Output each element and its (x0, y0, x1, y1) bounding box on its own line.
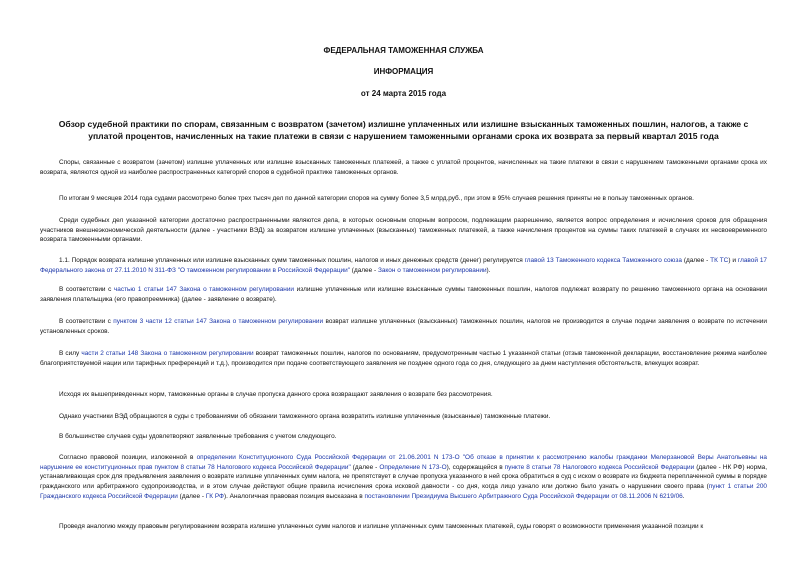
paragraph-4-text: ) и (728, 257, 738, 264)
link-article-148-part-2[interactable]: части 2 статьи 148 Закона о таможенном регулировании (81, 350, 254, 357)
paragraph-9 (40, 412, 767, 422)
paragraph-1 (40, 158, 767, 177)
paragraph-2-text: По итогам 9 месяцев 2014 года судами рассмотрено более трех тысяч дел по данной категории споров на сумму более 3,5 млрд.руб., при этом в 95% случаев решения приняты не в пользу таможенных органов. (59, 195, 694, 202)
paragraph-9-text: Однако участники ВЭД обращаются в суды с требованиями об обязании таможенного органа возвратить излишне уплаченные (взысканные) таможенные платежи. (59, 413, 551, 420)
link-customs-law[interactable]: Закон о таможенном регулировании (377, 266, 487, 274)
document-type-heading: ИНФОРМАЦИЯ (373, 67, 434, 76)
paragraph-6-text: возврат излишне уплаченных (взысканных) таможенных пошлин, налогов не производится в случае подачи заявления о возврате по истечении установленных сроков. (40, 318, 767, 335)
document-date: от 24 марта 2015 года (360, 89, 447, 98)
paragraph-11-text: (далее - (350, 463, 380, 471)
link-tk-ts-chapter-13[interactable]: главой 13 Таможенного кодекса Таможенного союза (524, 257, 682, 264)
paragraph-11-text: . (682, 492, 685, 500)
paragraph-1-text: Споры, связанные с возвратом (зачетом) излишне уплаченных или излишне взысканных таможенных платежей, а также с уплатой процентов, начисленных на такие платежи в связи с нарушением таможенными органами срока их возврата, являются одной из наиболее распространенных категорий споров в судебной практике таможенных органов. (40, 159, 767, 176)
paragraph-4-text: (далее - (681, 257, 711, 264)
title-line-2: уплатой процентов, начисленных на такие платежи в связи с нарушением таможенными органами срока их возврата за первый квартал 2015 года (88, 131, 719, 141)
link-tax-code-article-78[interactable]: пункте 8 статьи 78 Налогового кодекса Российской Федерации (504, 463, 695, 471)
paragraph-11 (40, 453, 767, 502)
link-supreme-arbitration-ruling[interactable]: постановлении Президиума Высшего Арбитражного Суда Российской Федерации от 08.11.2006 N 6219/06 (364, 492, 683, 500)
link-civil-code[interactable]: ГК РФ (205, 492, 224, 500)
paragraph-10 (40, 432, 767, 442)
link-ruling-173-o[interactable]: Определение N 173-О (379, 463, 447, 471)
paragraph-3-text: Среди судебных дел указанной категории достаточно распространенными являются дела, в которых основным спорным вопросом, подлежащим разрешению, является вопрос определения и исчисления сроков для обращения участников внешнеэкономической деятельности (далее - участники ВЭД) за возвратом излишне уплаченных (взысканных) таможенных платежей, а также начисления процентов на суммы таких платежей в случаях их несвоевременного возврата таможенными органами. (40, 217, 767, 244)
paragraph-6-text: В соответствии с (59, 318, 114, 325)
agency-heading: ФЕДЕРАЛЬНАЯ ТАМОЖЕННАЯ СЛУЖБА (323, 46, 484, 55)
paragraph-4-text: ). (486, 266, 491, 274)
paragraph-3 (40, 216, 767, 245)
paragraph-5-text: излишне уплаченные или излишне взысканные суммы таможенных пошлин, налогов подлежат возврату по решению таможенного органа на основании заявления плательщика (его правопреемника) (далее - заявление о возврате). (40, 286, 767, 303)
paragraph-11-text: (далее - НК РФ) норма, устанавливающая срок для предъявления заявления о возврате излишне уплаченных сумм налога, не препятствует в случае пропуска указанного в ней срока обратиться в суд с иском о возврате из бюджета переплаченной суммы в порядке гражданского или арбитражного судопроизводства, и в этом случае действуют общие правила исчисления срока исковой давности - со дня, когда лицо узнало или должно было узнать о нарушении своего права ( (40, 463, 768, 491)
paragraph-4 (40, 256, 767, 275)
paragraph-12 (40, 522, 767, 532)
link-civil-code-article-200[interactable]: пункт 1 статьи 200 Гражданского кодекса Российской Федерации (40, 483, 767, 500)
paragraph-7-text: возврат таможенных пошлин, налогов по основаниям, предусмотренным частью 1 указанной статьи (отзыв таможенной декларации, восстановление режима наиболее благоприятствуемой нации или тарифных преференций и т.д.), производится при подаче соответствующего заявления не позднее одного года со дня, следующего за днем наступления обстоятельств, влекущих возврат. (40, 350, 767, 367)
paragraph-7-text: В силу (59, 350, 82, 357)
paragraph-5-text: В соответствии с (59, 286, 114, 293)
paragraph-11-text: ). Аналогичная правовая позиция высказана в (223, 492, 365, 500)
link-constitutional-court-ruling[interactable]: определении Конституционного Суда Российской Федерации от 21.06.2001 N 173-О "Об отказе в принятии к рассмотрению жалобы гражданки Мелерзановой Веры Анатольевны на нарушение ее конституционных прав пунктом 8 статьи 78 Налогового кодекса Российской Федерации" (40, 454, 767, 471)
paragraph-11-text: Согласно правовой позиции, изложенной в (59, 454, 197, 461)
paragraph-6 (40, 317, 767, 336)
link-article-147-part-12[interactable]: пунктом 3 части 12 статьи 147 Закона о таможенном регулировании (113, 318, 324, 325)
link-article-147-part-1[interactable]: частью 1 статьи 147 Закона о таможенном регулировании (113, 286, 295, 293)
document-title (40, 118, 767, 142)
paragraph-11-text: ), содержащейся в (446, 463, 505, 471)
paragraph-5 (40, 285, 767, 304)
paragraph-2 (40, 194, 767, 204)
paragraph-11-text: (далее - (177, 492, 206, 500)
paragraph-4-text: (далее - (350, 266, 378, 274)
title-line-1: Обзор судебной практики по спорам, связанным с возвратом (зачетом) излишне уплаченных или излишне взысканных таможенных пошлин, налогов, а также с (58, 119, 749, 129)
paragraph-8 (40, 390, 767, 400)
paragraph-10-text: В большинстве случаев суды удовлетворяют заявленные требования с учетом следующего. (59, 433, 337, 440)
paragraph-8-text: Исходя их вышеприведенных норм, таможенные органы в случае пропуска данного срока возвращают заявления о возврате без рассмотрения. (59, 391, 493, 398)
paragraph-7 (40, 349, 767, 368)
paragraph-4-text: 1.1. Порядок возврата излишне уплаченных или излишне взысканных сумм таможенных пошлин, налогов и иных денежных средств (денег) регулируется (59, 257, 525, 264)
paragraph-12-text: Проведя аналогию между правовым регулированием возврата излишне уплаченных сумм налогов и излишне уплаченных сумм таможенных платежей, суды говорят о возможности применения указанной позиции к (59, 523, 704, 530)
link-tk-ts[interactable]: ТК ТС (710, 257, 729, 264)
link-federal-law-311[interactable]: главой 17 Федерального закона от 27.11.2010 N 311-ФЗ "О таможенном регулировании в Российской Федерации" (40, 257, 767, 274)
